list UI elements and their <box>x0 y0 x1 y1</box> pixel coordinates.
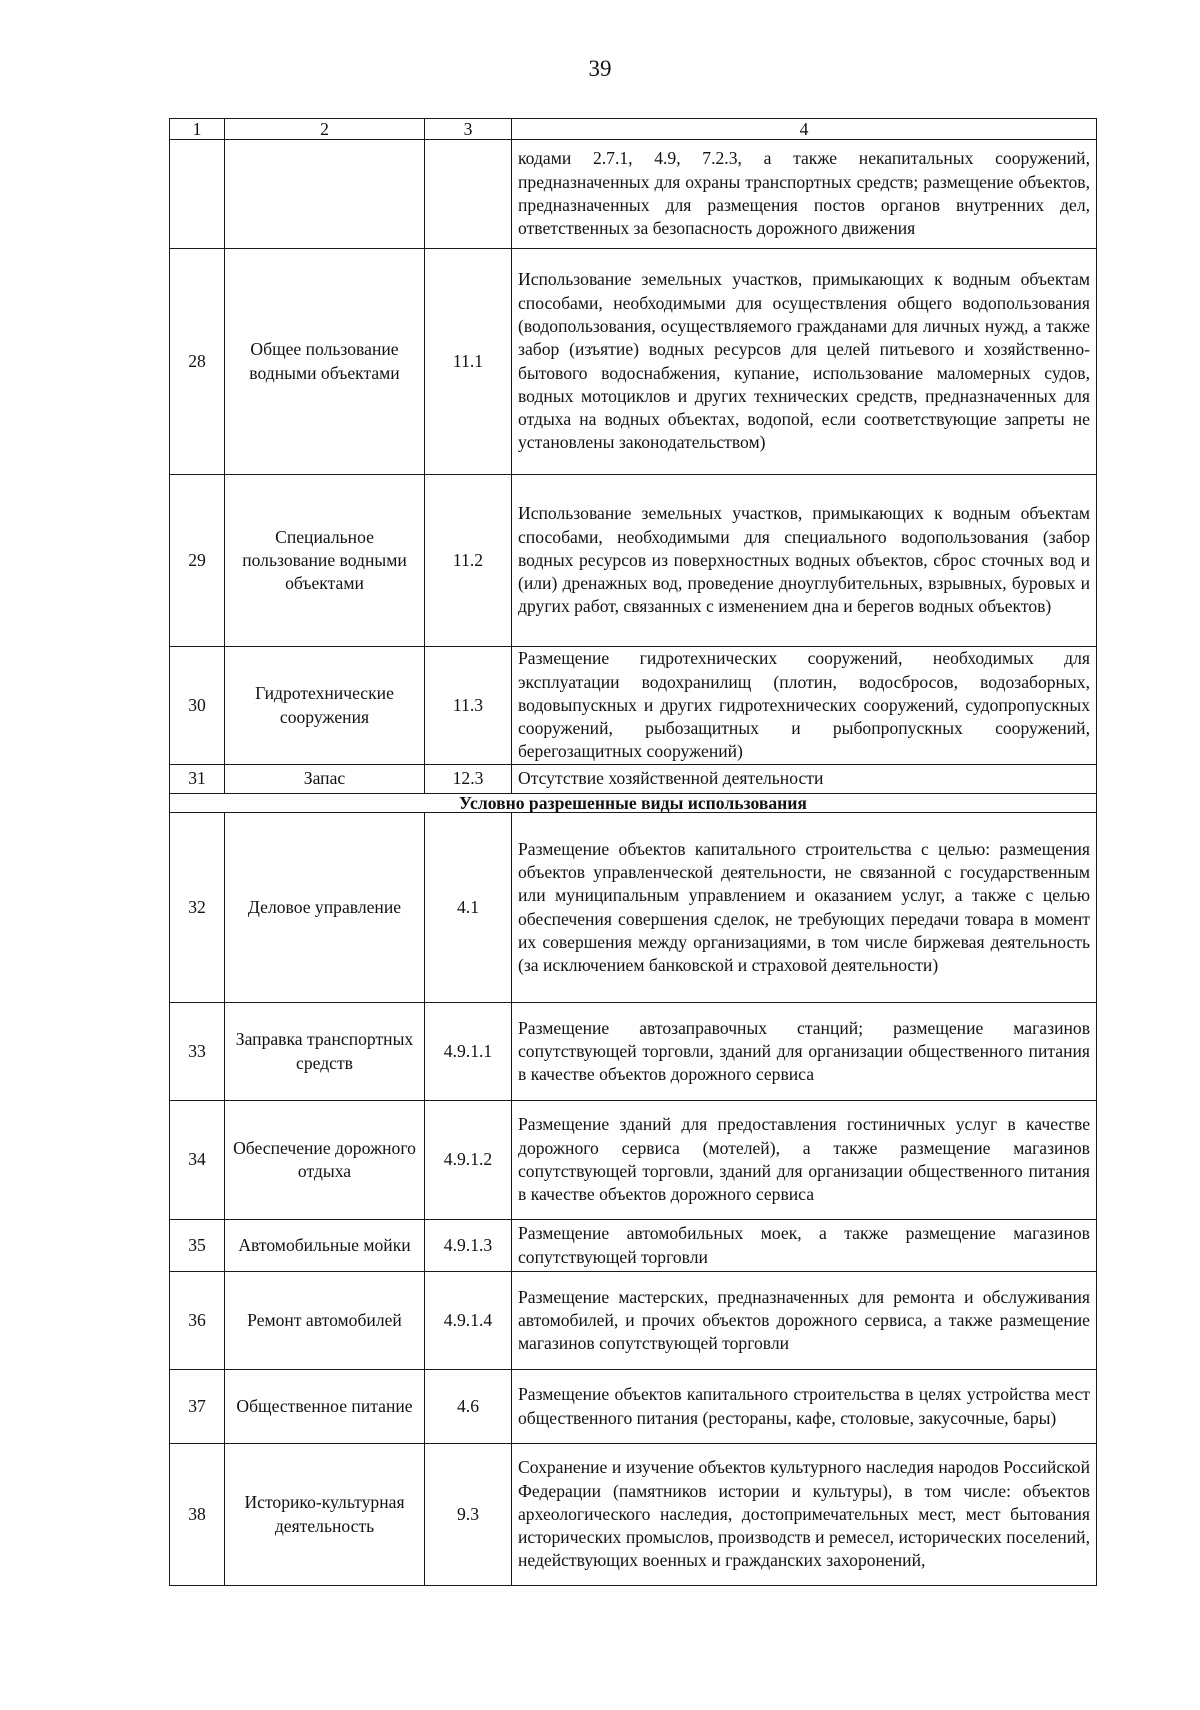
use-type-description: Сохранение и изучение объектов культурного наследия народов Российской Федерации (памятников истории и культуры), в том числе: объектов археологического наследия, достопримечательных мест, мест бытования исторических промыслов, производств и ремесел, исторических поселений, недействующих военных и гражданских захоронений, <box>512 1444 1097 1586</box>
row-number: 29 <box>170 475 225 647</box>
table-row-31 <box>170 765 1097 794</box>
row-number: 33 <box>170 1003 225 1101</box>
column-header-1: 1 <box>170 119 225 140</box>
table-row-34 <box>170 1101 1097 1220</box>
row-number: 31 <box>170 765 225 794</box>
column-header-3: 3 <box>425 119 512 140</box>
column-header-4: 4 <box>512 119 1097 140</box>
use-type-name: Гидротехнические сооружения <box>225 647 425 765</box>
use-type-code: 4.9.1.2 <box>425 1101 512 1220</box>
use-type-description: Размещение мастерских, предназначенных для ремонта и обслуживания автомобилей, и прочих объектов дорожного сервиса, а также размещение магазинов сопутствующей торговли <box>512 1272 1097 1370</box>
use-type-code: 4.6 <box>425 1370 512 1444</box>
table-row-continuation <box>170 140 1097 249</box>
use-type-name <box>225 140 425 249</box>
row-number: 34 <box>170 1101 225 1220</box>
table-row-28 <box>170 249 1097 475</box>
table-row-30 <box>170 647 1097 765</box>
use-type-name: Общее пользование водными объектами <box>225 249 425 475</box>
table-row-29 <box>170 475 1097 647</box>
use-type-code: 4.9.1.1 <box>425 1003 512 1101</box>
table-row-32 <box>170 813 1097 1003</box>
row-number: 36 <box>170 1272 225 1370</box>
use-type-name: Ремонт автомобилей <box>225 1272 425 1370</box>
row-number <box>170 140 225 249</box>
use-type-code: 12.3 <box>425 765 512 794</box>
use-type-code: 9.3 <box>425 1444 512 1586</box>
use-type-code: 4.1 <box>425 813 512 1003</box>
use-type-code: 11.1 <box>425 249 512 475</box>
row-number: 35 <box>170 1220 225 1272</box>
use-type-description: Размещение автомобильных моек, а также размещение магазинов сопутствующей торговли <box>512 1220 1097 1272</box>
table-header-row <box>170 119 1097 140</box>
table-row-33 <box>170 1003 1097 1101</box>
use-type-description: Использование земельных участков, примыкающих к водным объектам способами, необходимыми для осуществления общего водопользования (водопользования, осуществляемого гражданами для личных нужд, а также забор (изъятие) водных ресурсов для целей питьевого и хозяйственно-бытового водоснабжения, купание, использование маломерных судов, водных мотоциклов и других технических средств, предназначенных для отдыха на водных объектах, водопой, если соответствующие запреты не установлены законодательством) <box>512 249 1097 475</box>
table-row-37 <box>170 1370 1097 1444</box>
table-row-35 <box>170 1220 1097 1272</box>
use-type-description: Использование земельных участков, примыкающих к водным объектам способами, необходимыми для специального водопользования (забор водных ресурсов из поверхностных водных объектов, сброс сточных вод и (или) дренажных вод, проведение дноуглубительных, взрывных, буровых и других работ, связанных с изменением дна и берегов водных объектов) <box>512 475 1097 647</box>
row-number: 37 <box>170 1370 225 1444</box>
use-type-name: Общественное питание <box>225 1370 425 1444</box>
use-type-code <box>425 140 512 249</box>
section-title: Условно разрешенные виды использования <box>170 794 1097 813</box>
use-type-description: Отсутствие хозяйственной деятельности <box>512 765 1097 794</box>
use-type-code: 11.3 <box>425 647 512 765</box>
use-type-name: Обеспечение дорожного отдыха <box>225 1101 425 1220</box>
use-type-description: Размещение гидротехнических сооружений, необходимых для эксплуатации водохранилищ (плотин, водосбросов, водозаборных, водовыпускных и других гидротехнических сооружений, судопропускных сооружений, рыбозащитных и рыбопропускных сооружений, берегозащитных сооружений) <box>512 647 1097 765</box>
land-use-table <box>169 118 1097 1586</box>
use-type-name: Историко-культурная деятельность <box>225 1444 425 1586</box>
column-header-2: 2 <box>225 119 425 140</box>
table-row-36 <box>170 1272 1097 1370</box>
use-type-description: Размещение объектов капитального строительства с целью: размещения объектов управленческой деятельности, не связанной с государственным или муниципальным управлением и оказанием услуг, а также с целью обеспечения совершения сделок, не требующих передачи товара в момент их совершения между организациями, в том числе биржевая деятельность (за исключением банковской и страховой деятельности) <box>512 813 1097 1003</box>
use-type-name: Специальное пользование водными объектами <box>225 475 425 647</box>
use-type-name: Деловое управление <box>225 813 425 1003</box>
page-number: 39 <box>588 56 612 81</box>
table-row-38 <box>170 1444 1097 1586</box>
use-type-name: Автомобильные мойки <box>225 1220 425 1272</box>
use-type-description: кодами 2.7.1, 4.9, 7.2.3, а также некапитальных сооружений, предназначенных для охраны транспортных средств; размещение объектов, предназначенных для размещения постов органов внутренних дел, ответственных за безопасность дорожного движения <box>512 140 1097 249</box>
use-type-name: Запас <box>225 765 425 794</box>
row-number: 28 <box>170 249 225 475</box>
row-number: 38 <box>170 1444 225 1586</box>
use-type-description: Размещение объектов капитального строительства в целях устройства мест общественного питания (рестораны, кафе, столовые, закусочные, бары) <box>512 1370 1097 1444</box>
use-type-description: Размещение зданий для предоставления гостиничных услуг в качестве дорожного сервиса (мотелей), а также размещение магазинов сопутствующей торговли, зданий для организации общественного питания в качестве объектов дорожного сервиса <box>512 1101 1097 1220</box>
row-number: 30 <box>170 647 225 765</box>
use-type-name: Заправка транспортных средств <box>225 1003 425 1101</box>
use-type-code: 4.9.1.4 <box>425 1272 512 1370</box>
use-type-code: 11.2 <box>425 475 512 647</box>
use-type-description: Размещение автозаправочных станций; размещение магазинов сопутствующей торговли, зданий для организации общественного питания в качестве объектов дорожного сервиса <box>512 1003 1097 1101</box>
section-heading-row <box>170 794 1097 813</box>
row-number: 32 <box>170 813 225 1003</box>
use-type-code: 4.9.1.3 <box>425 1220 512 1272</box>
